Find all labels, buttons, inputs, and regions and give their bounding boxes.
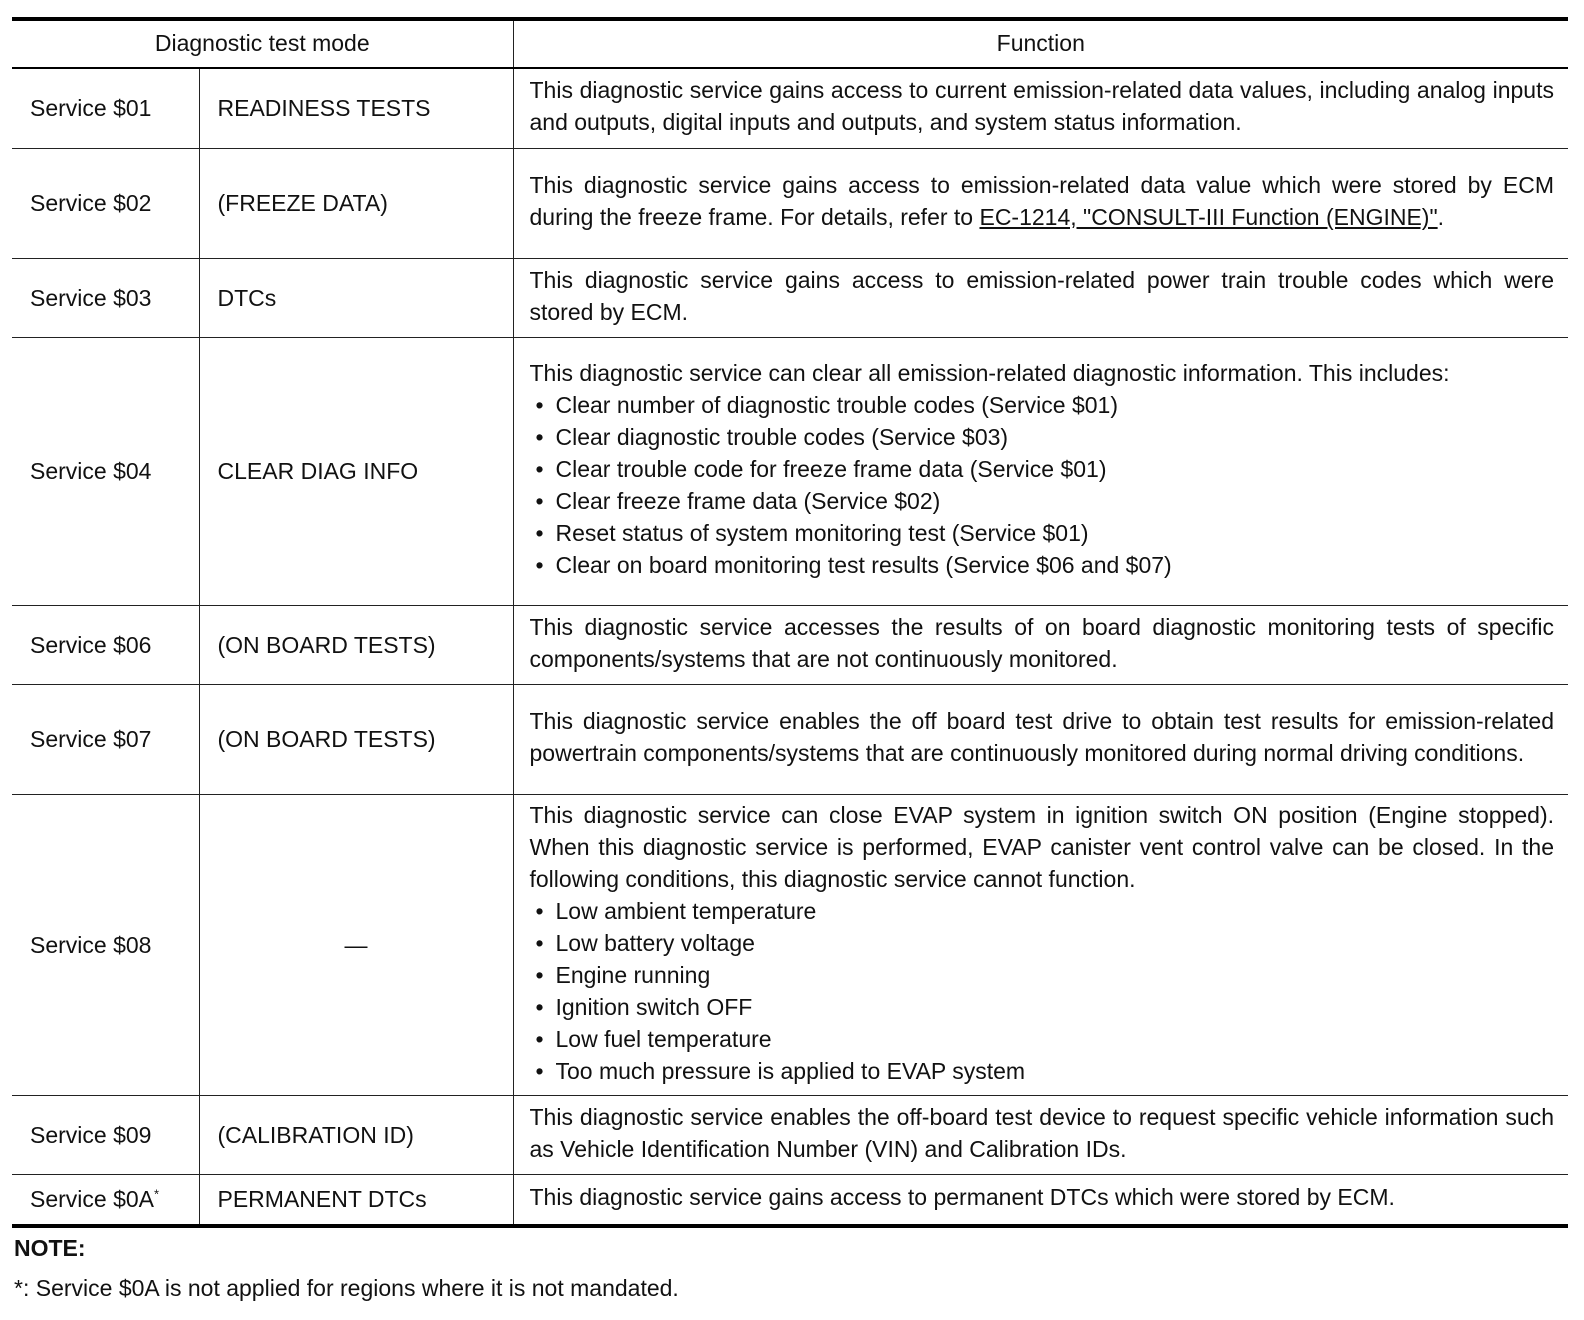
list-item: • Ignition switch OFF: [530, 991, 1555, 1023]
list-item: • Clear on board monitoring test results (Service $06 and $07): [530, 549, 1555, 581]
function-description: [513, 337, 1568, 605]
table-row: [12, 258, 1568, 337]
note-heading: NOTE:: [14, 1235, 86, 1261]
list-item: • Low ambient temperature: [530, 895, 1555, 927]
list-item: • Clear trouble code for freeze frame data (Service $01): [530, 453, 1555, 485]
list-item: • Low battery voltage: [530, 927, 1555, 959]
bullet-icon: •: [535, 424, 544, 450]
test-mode-name: DTCs: [199, 258, 513, 337]
bullet-icon: •: [535, 552, 544, 578]
table-row: [12, 1174, 1568, 1226]
bullet-icon: •: [535, 520, 544, 546]
test-mode-name: —: [199, 794, 513, 1095]
function-description: [513, 68, 1568, 148]
service-code: Service $02: [12, 148, 199, 258]
table-row: [12, 337, 1568, 605]
note-text: *: Service $0A is not applied for regions where it is not mandated.: [14, 1275, 679, 1301]
test-mode-name: (ON BOARD TESTS): [199, 605, 513, 684]
test-mode-name: READINESS TESTS: [199, 68, 513, 148]
test-mode-name: (CALIBRATION ID): [199, 1095, 513, 1174]
header-function: Function: [513, 19, 1568, 68]
bullet-icon: •: [535, 1025, 544, 1052]
list-item: • Engine running: [530, 959, 1555, 991]
table-row: [12, 605, 1568, 684]
list-item: • Clear freeze frame data (Service $02): [530, 485, 1555, 517]
service-code: Service $0A*: [12, 1174, 199, 1226]
test-mode-name: (FREEZE DATA): [199, 148, 513, 258]
table-row: [12, 148, 1568, 258]
function-text: This diagnostic service accesses the results of on board diagnostic monitoring tests of specific components/systems that are not continuously monitored.: [529, 613, 1554, 672]
list-item: • Low fuel temperature: [530, 1023, 1555, 1055]
test-mode-name: CLEAR DIAG INFO: [199, 337, 513, 605]
bullet-icon: •: [535, 897, 544, 924]
header-diagnostic-test-mode: Diagnostic test mode: [12, 19, 513, 68]
table-row: [12, 1095, 1568, 1174]
function-description: [513, 148, 1568, 258]
list-item: • Reset status of system monitoring test (Service $01): [530, 517, 1555, 549]
function-text-lead: This diagnostic service gains access to emission-related data value which were stored by ECM during the freeze frame. For details, refer to: [529, 172, 1554, 230]
table-row: [12, 68, 1568, 148]
service-code: Service $04: [12, 337, 199, 605]
bullet-icon: •: [535, 1057, 544, 1084]
function-description: [513, 258, 1568, 337]
service-code: Service $03: [12, 258, 199, 337]
bullet-icon: •: [535, 961, 544, 988]
diagnostic-test-mode-table: [12, 17, 1568, 1228]
function-text: This diagnostic service gains access to emission-related power train trouble codes which were stored by ECM.: [529, 266, 1554, 325]
service-code: Service $08: [12, 794, 199, 1095]
function-description: [513, 1174, 1568, 1226]
footnote: [14, 1232, 679, 1304]
function-description: [513, 1095, 1568, 1174]
footnote-marker: *: [154, 1186, 160, 1202]
function-description: [513, 794, 1568, 1095]
bullet-list: [530, 389, 1555, 581]
consult-iii-function-link[interactable]: EC-1214, "CONSULT-III Function (ENGINE)": [979, 204, 1438, 230]
service-code: Service $07: [12, 684, 199, 794]
function-text: This diagnostic service can close EVAP system in ignition switch ON position (Engine stopped). When this diagnostic service is performed, EVAP canister vent control valve can be closed. In the following conditions, this diagnostic service cannot function.: [529, 801, 1554, 892]
test-mode-name: (ON BOARD TESTS): [199, 684, 513, 794]
list-item: • Clear number of diagnostic trouble codes (Service $01): [530, 389, 1555, 421]
service-code: Service $09: [12, 1095, 199, 1174]
bullet-icon: •: [535, 488, 544, 514]
bullet-icon: •: [535, 993, 544, 1020]
service-code: Service $06: [12, 605, 199, 684]
table-row: [12, 794, 1568, 1095]
function-text: [530, 169, 1555, 233]
function-text: This diagnostic service enables the off board test drive to obtain test results for emission-related powertrain components/systems that are continuously monitored during normal driving conditions.: [529, 708, 1554, 766]
function-description: [513, 684, 1568, 794]
bullet-icon: •: [535, 929, 544, 956]
function-text-end: .: [1437, 204, 1445, 230]
bullet-icon: •: [535, 456, 544, 482]
function-text: This diagnostic service enables the off-board test device to request specific vehicle information such as Vehicle Identification Number (VIN) and Calibration IDs.: [529, 1103, 1554, 1162]
function-text: This diagnostic service gains access to permanent DTCs which were stored by ECM.: [529, 1184, 1395, 1211]
function-text: This diagnostic service can clear all emission-related diagnostic information. This includes:: [529, 360, 1450, 386]
list-item: • Too much pressure is applied to EVAP system: [530, 1055, 1555, 1087]
function-text: This diagnostic service gains access to current emission-related data values, including analog inputs and outputs, digital inputs and outputs, and system status information.: [529, 77, 1554, 136]
list-item: • Clear diagnostic trouble codes (Service $03): [530, 421, 1555, 453]
table-row: [12, 684, 1568, 794]
test-mode-name: PERMANENT DTCs: [199, 1174, 513, 1226]
bullet-icon: •: [535, 392, 544, 418]
bullet-list: [530, 895, 1555, 1087]
table-header-row: [12, 19, 1568, 68]
service-code: Service $01: [12, 68, 199, 148]
function-description: [513, 605, 1568, 684]
